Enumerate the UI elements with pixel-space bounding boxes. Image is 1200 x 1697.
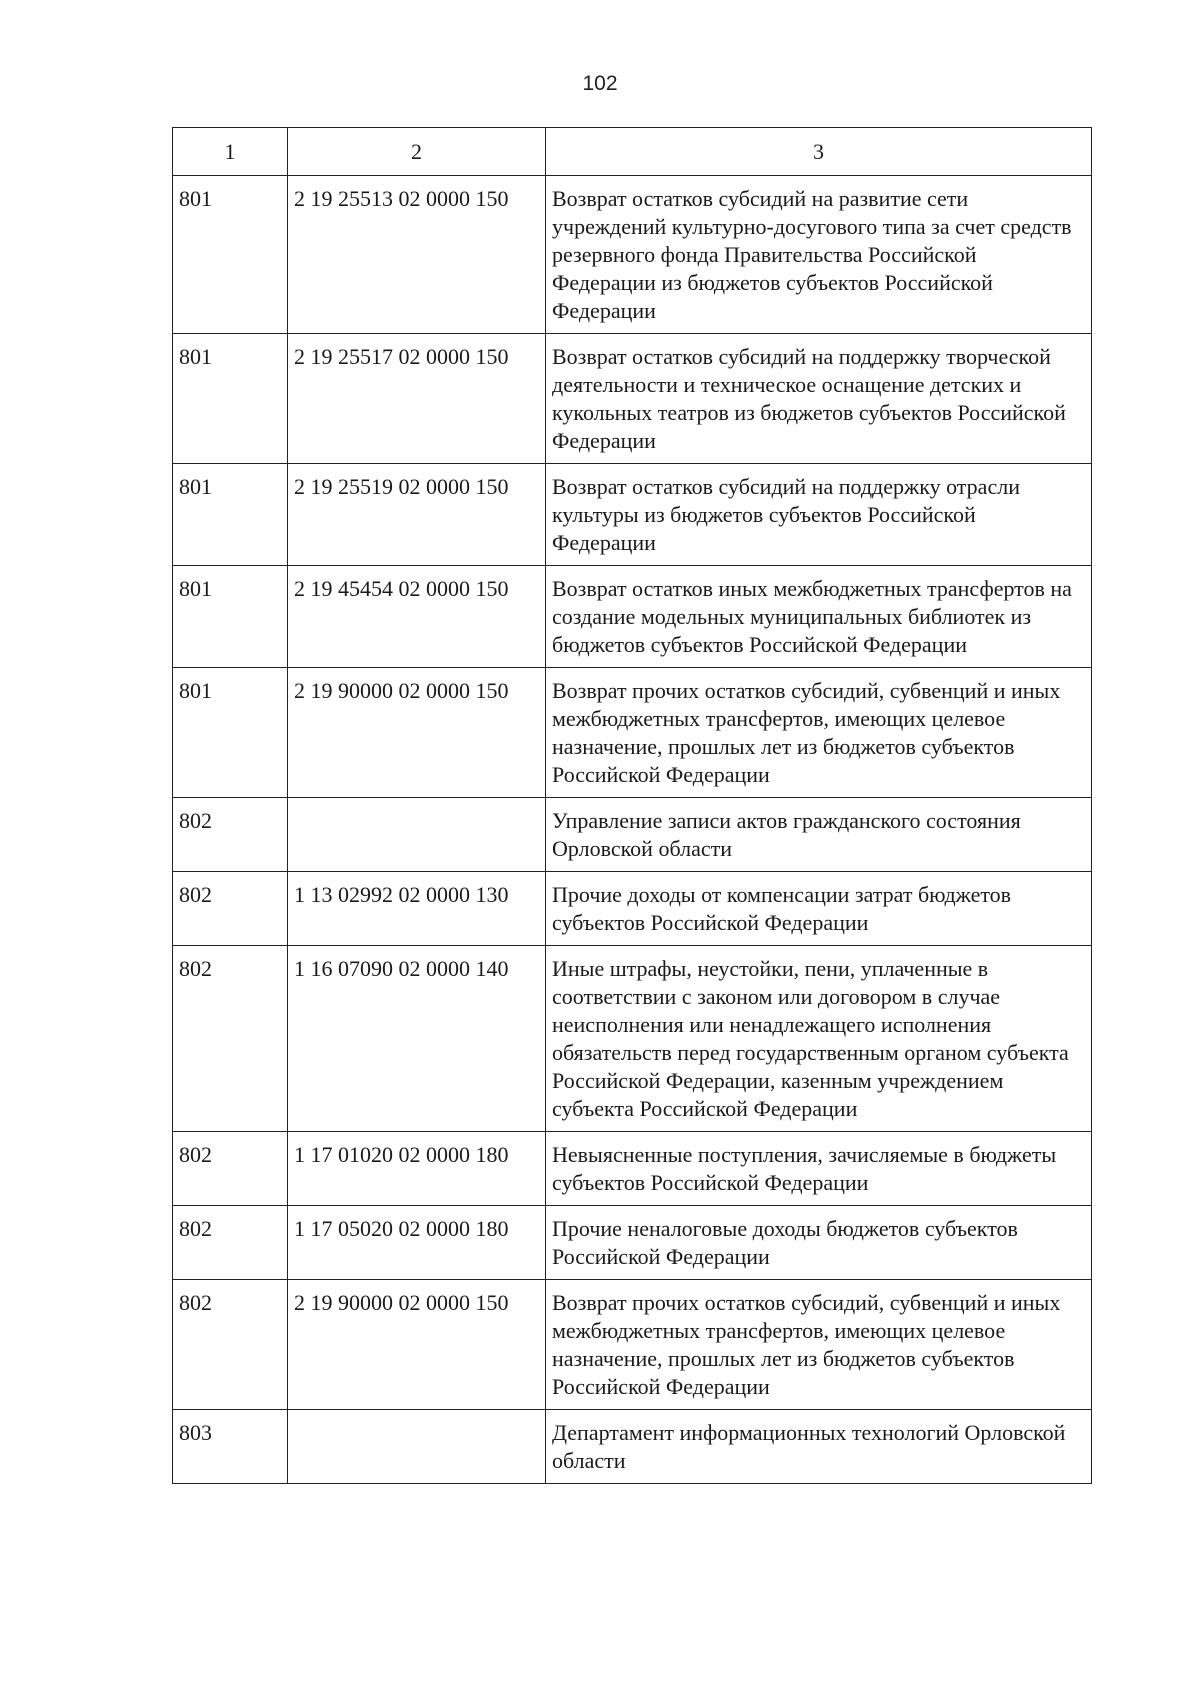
description-cell: Возврат прочих остатков субсидий, субвенций и иных межбюджетных трансфертов, имеющих целевое назначение, прошлых лет из бюджетов субъектов Российской Федерации [546, 1280, 1092, 1410]
description-cell: Возврат остатков иных межбюджетных трансфертов на создание модельных муниципальных библиотек из бюджетов субъектов Российской Федерации [546, 566, 1092, 668]
admin-code-cell: 802 [173, 1132, 288, 1206]
column-header-1: 1 [173, 128, 288, 176]
budget-code-cell: 2 19 90000 02 0000 150 [288, 668, 546, 798]
table-row [173, 798, 1092, 872]
column-header-3: 3 [546, 128, 1092, 176]
page-number: 102 [582, 72, 618, 95]
description-cell: Департамент информационных технологий Орловской области [546, 1410, 1092, 1484]
admin-code-cell: 803 [173, 1410, 288, 1484]
table-row [173, 464, 1092, 566]
table-row [173, 176, 1092, 334]
admin-code-cell: 801 [173, 566, 288, 668]
admin-code-cell: 802 [173, 798, 288, 872]
table-row [173, 1410, 1092, 1484]
description-cell: Невыясненные поступления, зачисляемые в бюджеты субъектов Российской Федерации [546, 1132, 1092, 1206]
table-row [173, 566, 1092, 668]
budget-code-cell: 1 17 05020 02 0000 180 [288, 1206, 546, 1280]
description-cell: Возврат остатков субсидий на развитие сети учреждений культурно-досугового типа за счет средств резервного фонда Правительства Российской Федерации из бюджетов субъектов Российской Федерации [546, 176, 1092, 334]
admin-code-cell: 802 [173, 1206, 288, 1280]
admin-code-cell: 801 [173, 668, 288, 798]
budget-code-cell: 2 19 45454 02 0000 150 [288, 566, 546, 668]
table-row [173, 1280, 1092, 1410]
admin-code-cell: 801 [173, 176, 288, 334]
description-cell: Возврат остатков субсидий на поддержку творческой деятельности и техническое оснащение детских и кукольных театров из бюджетов субъектов Российской Федерации [546, 334, 1092, 464]
admin-code-cell: 802 [173, 946, 288, 1132]
budget-code-cell [288, 798, 546, 872]
budget-code-cell: 1 17 01020 02 0000 180 [288, 1132, 546, 1206]
budget-code-cell: 2 19 25519 02 0000 150 [288, 464, 546, 566]
description-cell: Возврат остатков субсидий на поддержку отрасли культуры из бюджетов субъектов Российской Федерации [546, 464, 1092, 566]
budget-code-cell: 2 19 25513 02 0000 150 [288, 176, 546, 334]
header-row [173, 128, 1092, 176]
description-cell: Иные штрафы, неустойки, пени, уплаченные в соответствии с законом или договором в случае неисполнения или ненадлежащего исполнения обязательств перед государственным органом субъекта Российской Федерации, казенным учреждением субъекта Российской Федерации [546, 946, 1092, 1132]
admin-code-cell: 802 [173, 1280, 288, 1410]
description-cell: Управление записи актов гражданского состояния Орловской области [546, 798, 1092, 872]
budget-code-cell [288, 1410, 546, 1484]
table-row [173, 1206, 1092, 1280]
budget-code-cell: 2 19 90000 02 0000 150 [288, 1280, 546, 1410]
admin-code-cell: 802 [173, 872, 288, 946]
table-row [173, 334, 1092, 464]
table-header [173, 128, 1092, 176]
column-header-2: 2 [288, 128, 546, 176]
admin-code-cell: 801 [173, 464, 288, 566]
table-body [173, 176, 1092, 1484]
budget-code-cell: 2 19 25517 02 0000 150 [288, 334, 546, 464]
table-row [173, 1132, 1092, 1206]
description-cell: Прочие неналоговые доходы бюджетов субъектов Российской Федерации [546, 1206, 1092, 1280]
description-cell: Прочие доходы от компенсации затрат бюджетов субъектов Российской Федерации [546, 872, 1092, 946]
admin-code-cell: 801 [173, 334, 288, 464]
table-row [173, 946, 1092, 1132]
description-cell: Возврат прочих остатков субсидий, субвенций и иных межбюджетных трансфертов, имеющих целевое назначение, прошлых лет из бюджетов субъектов Российской Федерации [546, 668, 1092, 798]
budget-code-cell: 1 16 07090 02 0000 140 [288, 946, 546, 1132]
table-row [173, 872, 1092, 946]
table-row [173, 668, 1092, 798]
budget-code-cell: 1 13 02992 02 0000 130 [288, 872, 546, 946]
revenue-codes-table [172, 127, 1092, 1484]
